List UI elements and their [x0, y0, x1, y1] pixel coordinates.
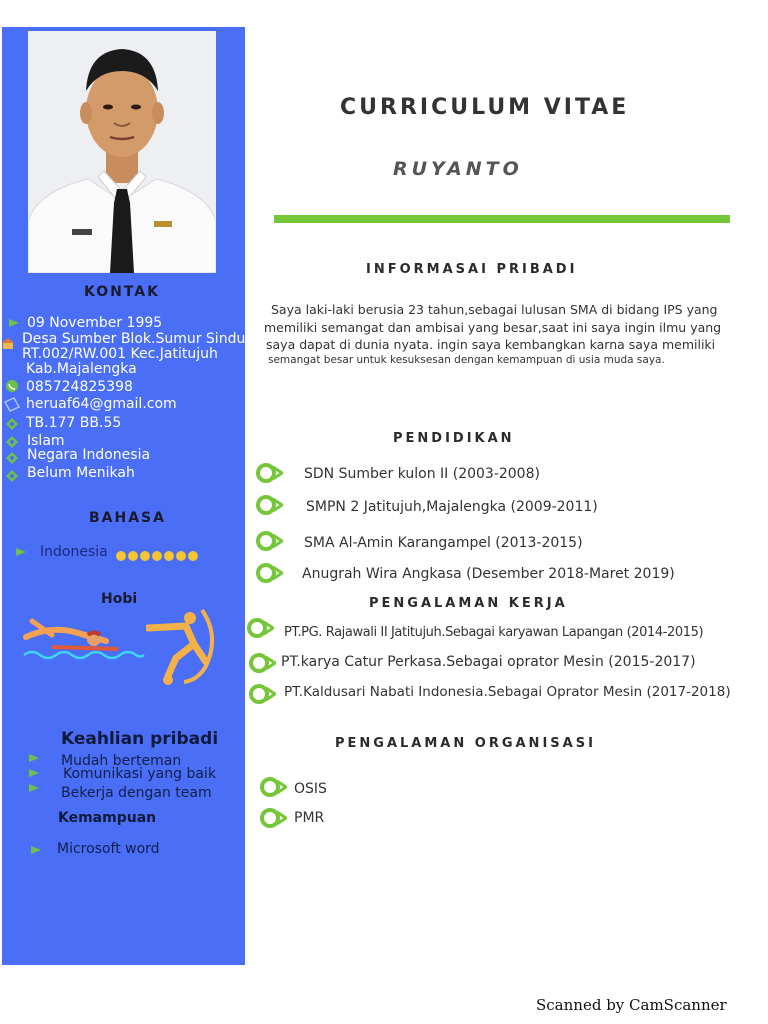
title-divider — [274, 215, 730, 223]
email-icon — [4, 397, 20, 413]
ring-bullet-icon — [259, 807, 287, 829]
ability-heading: Kemampuan — [58, 810, 157, 826]
contact-marital: Belum Menikah — [27, 465, 135, 481]
work-item: PT.PG. Rajawali II Jatitujuh.Sebagai karyawan Lapangan (2014-2015) — [284, 625, 704, 640]
page-title: CURRICULUM VITAE — [340, 95, 630, 120]
education-item: Anugrah Wira Angkasa (Desember 2018-Maret 2019) — [302, 566, 675, 582]
education-item: SMA Al-Amin Karangampel (2013-2015) — [304, 535, 583, 551]
contact-phone: 085724825398 — [26, 379, 133, 395]
ring-bullet-icon — [255, 494, 283, 516]
arrow-bullet-icon — [8, 317, 20, 329]
ring-bullet-icon — [248, 683, 276, 705]
arrow-bullet-icon — [16, 547, 26, 557]
language-heading: BAHASA — [89, 510, 166, 526]
ring-bullet-icon — [259, 776, 287, 798]
organization-item: OSIS — [294, 781, 327, 797]
personal-info-heading: INFORMASAI PRIBADI — [366, 262, 578, 277]
contact-heading: KONTAK — [84, 284, 160, 300]
arrow-bullet-icon — [30, 844, 42, 856]
phone-icon — [6, 380, 18, 392]
contact-body: TB.177 BB.55 — [26, 415, 122, 431]
marital-icon — [6, 470, 18, 482]
ring-bullet-icon — [255, 462, 283, 484]
education-item: SDN Sumber kulon II (2003-2008) — [304, 466, 540, 482]
organization-item: PMR — [294, 810, 325, 826]
ring-bullet-icon — [246, 617, 274, 639]
ring-bullet-icon — [255, 562, 283, 584]
language-level-dots — [116, 547, 202, 566]
hobby-heading: Hobi — [101, 591, 138, 607]
contact-address-line-1: Desa Sumber Blok.Sumur Sindu — [22, 331, 246, 347]
personal-info-line: saya dapat di dunia nyata. ingin saya kembangkan karna saya memiliki — [266, 337, 716, 352]
work-item: PT.karya Catur Perkasa.Sebagai oprator Mesin (2015-2017) — [281, 654, 696, 670]
football-player-icon — [146, 606, 216, 690]
body-icon — [6, 418, 18, 430]
contact-address-line-2: RT.002/RW.001 Kec.Jatitujuh — [22, 346, 218, 362]
contact-religion: Islam — [27, 433, 65, 449]
ring-bullet-icon — [255, 530, 283, 552]
skill-item: Bekerja dengan team — [61, 785, 212, 801]
personal-info-line: memiliki semangat dan ambisai yang besar,saat ini saya ingin ilmu yang — [264, 320, 722, 335]
scanner-watermark: Scanned by CamScanner — [536, 996, 727, 1014]
work-heading: PENGALAMAN KERJA — [369, 596, 568, 611]
arrow-bullet-icon — [28, 752, 40, 764]
personal-info-line: Saya laki-laki berusia 23 tahun,sebagai lulusan SMA di bidang IPS yang — [271, 302, 718, 317]
swimmer-icon — [22, 615, 146, 667]
skill-item: Mudah berteman — [61, 753, 182, 769]
arrow-bullet-icon — [28, 767, 40, 779]
home-icon — [2, 338, 14, 350]
skills-heading: Keahlian pribadi — [61, 729, 219, 749]
language-item-name: Indonesia — [40, 544, 108, 560]
education-heading: PENDIDIKAN — [393, 431, 515, 446]
education-item: SMPN 2 Jatitujuh,Majalengka (2009-2011) — [306, 499, 598, 515]
contact-email: heruaf64@gmail.com — [26, 396, 177, 412]
personal-info-line: semangat besar untuk kesuksesan dengan kemampuan di usia muda saya. — [268, 354, 665, 366]
contact-birth-date: 09 November 1995 — [27, 315, 163, 331]
person-name: RUYANTO — [393, 158, 523, 180]
ring-bullet-icon — [248, 652, 276, 674]
skill-item: Komunikasi yang baik — [63, 766, 216, 782]
contact-nationality: Negara Indonesia — [27, 447, 151, 463]
organization-heading: PENGALAMAN ORGANISASI — [335, 736, 596, 751]
arrow-bullet-icon — [28, 782, 40, 794]
contact-address-line-3: Kab.Majalengka — [26, 361, 137, 377]
religion-icon — [6, 436, 18, 448]
profile-photo — [28, 31, 216, 273]
work-item: PT.Kaldusari Nabati Indonesia.Sebagai Oprator Mesin (2017-2018) — [284, 684, 731, 700]
ability-item: Microsoft word — [57, 841, 160, 857]
nationality-icon — [6, 452, 18, 464]
